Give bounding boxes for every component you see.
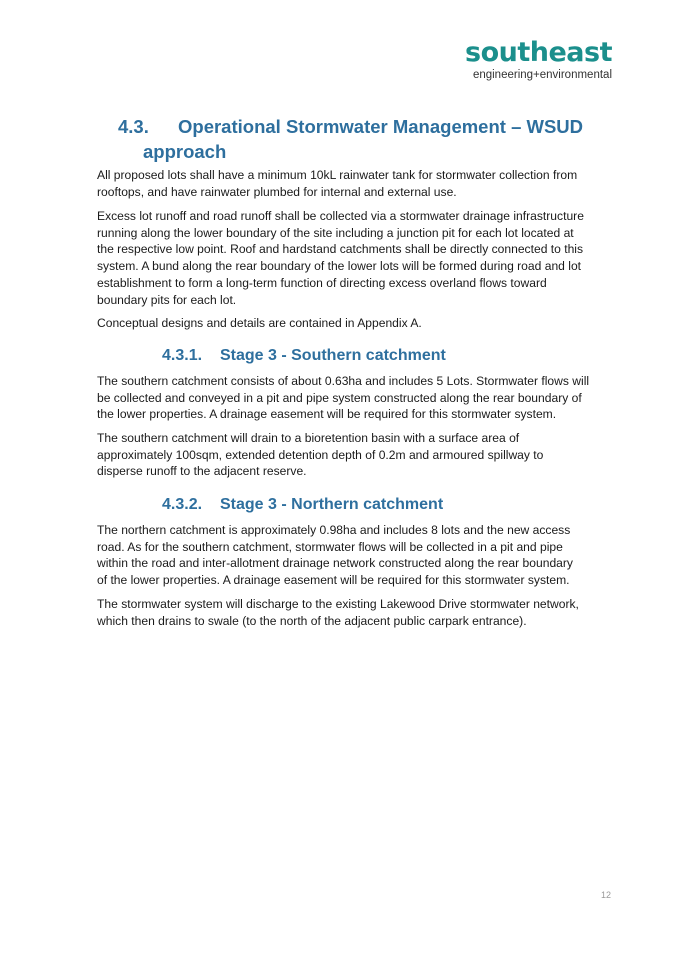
section-number: 4.3. bbox=[118, 116, 149, 137]
section-title-line1: Operational Stormwater Management – WSUD bbox=[178, 116, 584, 137]
subsection-heading-southern bbox=[162, 346, 446, 366]
subsection-number: 4.3.1. bbox=[162, 347, 203, 364]
text-line: road. As for the southern catchment, stormwater flows will be collected in a pit and pipe bbox=[97, 539, 563, 554]
page-number: 12 bbox=[600, 890, 611, 900]
logo-wordmark: southeast bbox=[465, 37, 612, 68]
intro-paragraph-2 bbox=[97, 208, 617, 308]
text-line: rooftops, and have rainwater plumbed for internal and external use. bbox=[97, 184, 457, 199]
subsection-title: Stage 3 - Northern catchment bbox=[220, 496, 444, 513]
intro-paragraph-1 bbox=[97, 167, 617, 200]
text-line: which then drains to swale (to the north of the adjacent public carpark entrance). bbox=[97, 613, 527, 628]
text-line: the respective low point. Roof and hardstand catchments shall be directly connected to this bbox=[97, 242, 584, 257]
text-line: system. A bund along the rear boundary of the lower lots will be formed during road and lot bbox=[97, 259, 582, 274]
text-line: The southern catchment will drain to a bioretention basin with a surface area of bbox=[97, 431, 520, 445]
text-line: The southern catchment consists of about 0.63ha and includes 5 Lots. Stormwater flows will bbox=[97, 374, 590, 388]
text-line: of the lower properties. A drainage easement will be required for this stormwater system. bbox=[97, 573, 570, 588]
subsection-number: 4.3.2. bbox=[162, 496, 203, 513]
subsection-heading-northern bbox=[162, 495, 443, 515]
text-line: The northern catchment is approximately 0.98ha and includes 8 lots and the new access bbox=[97, 523, 571, 537]
intro-paragraph-3 bbox=[97, 315, 617, 332]
text-line: disperse runoff to the adjacent reserve. bbox=[97, 464, 307, 479]
text-line: Excess lot runoff and road runoff shall be collected via a stormwater drainage infrastructure bbox=[97, 209, 584, 223]
text-line: within the road and inter-allotment drainage network constructed along the rear boundary bbox=[97, 556, 573, 571]
text-line: The stormwater system will discharge to the existing Lakewood Drive stormwater network, bbox=[97, 597, 579, 611]
southern-paragraph-1 bbox=[97, 373, 617, 423]
section-title-line2: approach bbox=[143, 141, 227, 162]
text-line: boundary pits for each lot. bbox=[97, 292, 237, 307]
text-line: establishment to form a long-term function of directing excess overland flows toward bbox=[97, 275, 547, 290]
southern-paragraph-2 bbox=[97, 430, 617, 480]
logo-tagline: engineering+environmental bbox=[472, 69, 612, 81]
text-line: All proposed lots shall have a minimum 10kL rainwater tank for stormwater collection from bbox=[97, 168, 578, 182]
section-heading bbox=[118, 114, 618, 164]
text-line: be collected and conveyed in a pit and pipe system constructed along the rear boundary of bbox=[97, 390, 582, 405]
company-logo bbox=[465, 38, 612, 82]
subsection-title: Stage 3 - Southern catchment bbox=[220, 347, 446, 364]
text-line: running along the lower boundary of the site including a junction pit for each lot located at bbox=[97, 225, 574, 240]
northern-paragraph-2 bbox=[97, 596, 617, 629]
text-line: approximately 100sqm, extended detention depth of 0.2m and armoured spillway to bbox=[97, 447, 544, 462]
northern-paragraph-1 bbox=[97, 522, 617, 589]
text-line: Conceptual designs and details are contained in Appendix A. bbox=[97, 316, 422, 330]
text-line: the lower properties. A drainage easement will be required for this stormwater system. bbox=[97, 407, 557, 422]
